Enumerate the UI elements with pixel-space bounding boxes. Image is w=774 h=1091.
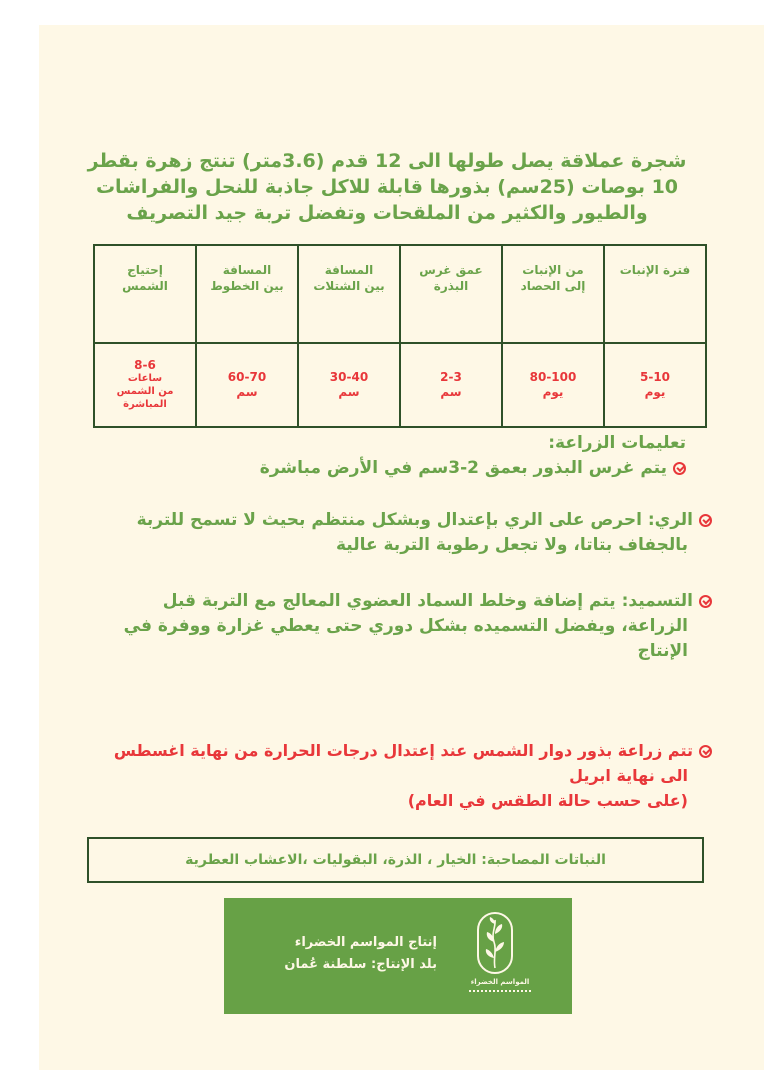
value-text: 30-40 [329, 370, 369, 384]
check-icon [699, 514, 712, 527]
header-text: الشمس [122, 279, 168, 293]
header-row-spacing [196, 245, 298, 343]
header-text: فترة الإنبات [619, 263, 691, 277]
header-germination-to-harvest [502, 245, 604, 343]
brand-origin: بلد الإنتاج: سلطنة عُمان [284, 957, 437, 972]
brand-logo [467, 912, 533, 1008]
header-germination-period [604, 245, 706, 343]
header-text: إلى الحصاد [520, 279, 586, 293]
check-icon [699, 745, 712, 758]
value-germination-to-harvest [502, 343, 604, 427]
companion-plants-box [87, 837, 704, 883]
season-line [62, 738, 712, 763]
growing-info-table [93, 244, 707, 428]
header-text: إحتياج [127, 263, 163, 277]
planting-text: يتم غرس البذور بعمق 2-3سم في الأرض مباشرة [259, 458, 667, 478]
intro-line: شجرة عملاقة يصل طولها الى 12 قدم (3.6متر) تنتج زهرة بقطر [87, 150, 687, 172]
header-text: البذرة [433, 279, 469, 293]
irrigation-item [72, 508, 712, 558]
header-sun-requirement [94, 245, 196, 343]
instructions-title: تعليمات الزراعة: [548, 433, 686, 453]
season-note [62, 738, 712, 813]
intro-line: والطيور والكثير من الملقحات وتفضل تربة جيد التصريف [126, 202, 648, 224]
value-text: 2-3 [440, 370, 462, 384]
table-header-row [94, 245, 706, 343]
check-icon [699, 595, 712, 608]
fertilizing-text: الزراعة، ويفضل التسميده بشكل دوري حتى يعطي غزارة ووفرة في [123, 616, 688, 636]
irrigation-text: الري: احرص على الري بإعتدال وبشكل منتظم بحيث لا تسمح للتربة [136, 510, 693, 530]
value-unit: سم [338, 385, 360, 399]
value-germination-period [604, 343, 706, 427]
irrigation-line [72, 508, 712, 533]
value-unit: المباشرة [123, 399, 167, 410]
value-unit: سم [440, 385, 462, 399]
value-text: 80-100 [529, 370, 577, 384]
intro-line: 10 بوصات (25سم) بذورها قابلة للاكل جاذبة للنحل والفراشات [95, 176, 679, 198]
irrigation-text: بالجفاف بتاتا، ولا تجعل رطوبة التربة عالية [335, 535, 688, 555]
header-seed-depth [400, 245, 502, 343]
header-text: من الإنبات [522, 263, 584, 277]
intro-paragraph [62, 148, 712, 226]
value-text: 5-10 [639, 370, 671, 384]
fertilizing-text: التسميد: يتم إضافة وخلط السماد العضوي المعالج مع التربة قبل [162, 591, 693, 611]
table-values-row [94, 343, 706, 427]
header-seedling-spacing [298, 245, 400, 343]
fertilizing-item [72, 589, 712, 664]
header-text: المسافة [324, 263, 374, 277]
value-text: 60-70 [227, 370, 267, 384]
value-row-spacing [196, 343, 298, 427]
check-icon [673, 462, 686, 475]
logo-text: المواسم الخضراء [470, 978, 530, 986]
fertilizing-text: الإنتاج [637, 641, 688, 661]
value-unit: ساعات [127, 373, 163, 384]
value-unit: سم [236, 385, 258, 399]
value-unit: يوم [542, 385, 564, 399]
brand-text [284, 932, 437, 976]
value-text: 8-6 [134, 358, 156, 372]
value-seedling-spacing [298, 343, 400, 427]
leaf-vine-icon [477, 912, 513, 974]
value-sun-requirement [94, 343, 196, 427]
brand-banner [224, 898, 572, 1014]
value-unit: يوم [644, 385, 666, 399]
fertilizing-line [72, 589, 712, 614]
logo-subtext-decoration [469, 990, 531, 995]
season-text: (على حسب حالة الطقس في العام) [407, 791, 688, 810]
season-text: الى نهاية ابريل [569, 766, 688, 785]
value-unit: من الشمس [116, 386, 174, 397]
header-text: بين الخطوط [210, 279, 284, 293]
season-text: تتم زراعة بذور دوار الشمس عند إعتدال درجات الحرارة من نهاية اغسطس [113, 741, 693, 760]
planting-instructions [86, 431, 686, 481]
value-seed-depth [400, 343, 502, 427]
brand-producer: إنتاج المواسم الخضراء [294, 935, 437, 950]
header-text: بين الشتلات [313, 279, 385, 293]
companion-plants-text: النباتات المصاحبة: الخيار ، الذرة، البقوليات ،الاعشاب العطرية [185, 852, 606, 868]
header-text: المسافة [222, 263, 272, 277]
header-text: عمق غرس [419, 263, 483, 277]
planting-item [86, 456, 686, 481]
